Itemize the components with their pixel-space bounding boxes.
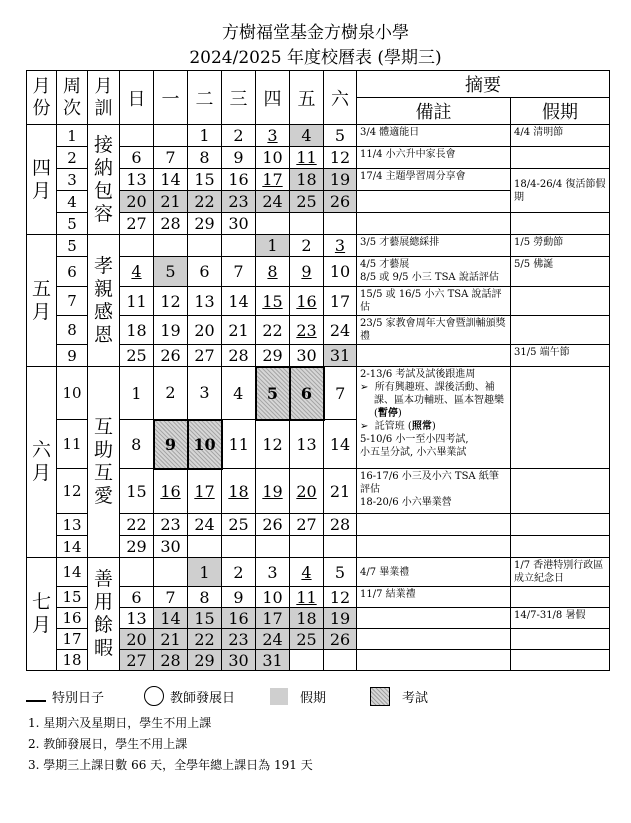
day-cell: 12	[256, 420, 290, 469]
day-cell: 4	[222, 367, 256, 420]
day-cell-special: 4	[120, 257, 154, 287]
day-cell: 30	[290, 345, 324, 367]
day-cell-special: 11	[290, 587, 324, 608]
header-tue: 二	[188, 71, 222, 125]
day-cell-exam: 5	[256, 367, 290, 420]
footnote: 1. 星期六及星期日，學生不用上課	[28, 716, 212, 730]
day-cell: 25	[120, 345, 154, 367]
footnotes	[28, 713, 313, 776]
day-cell-holiday: 25	[290, 191, 324, 213]
day-cell: 26	[256, 514, 290, 536]
week-number: 7	[57, 287, 88, 316]
day-cell-holiday: 18	[290, 169, 324, 191]
header-week: 周 次	[57, 71, 88, 125]
day-cell: 11	[222, 420, 256, 469]
remark-cell	[357, 629, 511, 650]
week-number: 17	[57, 629, 88, 650]
day-cell-special: 17	[188, 469, 222, 514]
day-cell	[222, 235, 256, 257]
day-cell: 27	[290, 514, 324, 536]
calendar-title: 2024/2025 年度校曆表 (學期三)	[189, 48, 442, 68]
day-cell: 3	[188, 367, 222, 420]
header-month: 月 份	[27, 71, 57, 125]
day-cell	[222, 536, 256, 558]
day-cell: 28	[154, 213, 188, 235]
header-motto: 月 訓	[88, 71, 120, 125]
day-cell-special: 20	[290, 469, 324, 514]
day-cell-holiday: 30	[222, 650, 256, 671]
week-number: 1	[57, 125, 88, 147]
day-cell-holiday: 22	[188, 629, 222, 650]
day-cell-holiday: 23	[222, 191, 256, 213]
day-cell-holiday: 31	[324, 345, 357, 367]
week-number: 18	[57, 650, 88, 671]
day-cell: 19	[154, 316, 188, 345]
remark-cell: 11/7 結業禮	[357, 587, 511, 608]
day-cell: 27	[188, 345, 222, 367]
day-cell: 8	[188, 587, 222, 608]
day-cell: 30	[154, 536, 188, 558]
day-cell	[290, 650, 324, 671]
day-cell	[120, 125, 154, 147]
day-cell: 25	[222, 514, 256, 536]
day-cell: 26	[154, 345, 188, 367]
week-number: 9	[57, 345, 88, 367]
day-cell: 2	[222, 125, 256, 147]
holiday-cell	[511, 514, 610, 536]
day-cell	[154, 125, 188, 147]
day-cell-holiday: 17	[256, 608, 290, 629]
header-holidays: 假期	[511, 98, 610, 125]
day-cell-special: 19	[256, 469, 290, 514]
legend-exam: 考試	[370, 684, 428, 708]
day-cell-special: 3	[256, 125, 290, 147]
week-number: 5	[57, 213, 88, 235]
day-cell-holiday: 22	[188, 191, 222, 213]
day-cell: 30	[222, 213, 256, 235]
day-cell-special: 15	[256, 287, 290, 316]
week-number: 13	[57, 514, 88, 536]
holiday-cell	[511, 650, 610, 671]
day-cell: 6	[188, 257, 222, 287]
holiday-cell	[511, 629, 610, 650]
holiday-cell: 4/4 清明節	[511, 125, 610, 147]
holiday-cell	[511, 287, 610, 316]
day-cell: 24	[324, 316, 357, 345]
day-cell: 23	[154, 514, 188, 536]
day-cell: 7	[154, 147, 188, 169]
day-cell-exam: 6	[290, 367, 324, 420]
day-cell: 20	[188, 316, 222, 345]
day-cell: 9	[222, 147, 256, 169]
day-cell-holiday: 24	[256, 629, 290, 650]
week-number: 12	[57, 469, 88, 514]
remark-line: 8/5 或 9/5 小三 TSA 說話評估	[360, 272, 499, 283]
holiday-cell	[511, 469, 610, 514]
remark-cell	[357, 514, 511, 536]
day-cell: 16	[222, 169, 256, 191]
remark-line: 16-17/6 小三及小六 TSA 紙筆評估	[360, 471, 499, 495]
week-number: 4	[57, 191, 88, 213]
day-cell-holiday: 27	[120, 650, 154, 671]
monthly-motto: 善 用 餘 暇	[88, 558, 120, 671]
day-cell-holiday: 18	[290, 608, 324, 629]
week-number: 2	[57, 147, 88, 169]
day-cell-holiday: 24	[256, 191, 290, 213]
day-cell: 8	[188, 147, 222, 169]
day-cell-holiday: 25	[290, 629, 324, 650]
remark-bullet: ➢ 所有興趣班、課後活動、補課、區本功輔班、區本智趣樂 (暫停)	[360, 382, 504, 419]
legend	[26, 684, 616, 708]
week-number: 11	[57, 420, 88, 469]
day-cell: 10	[324, 257, 357, 287]
holiday-cell	[511, 587, 610, 608]
day-cell: 11	[120, 287, 154, 316]
day-cell: 12	[154, 287, 188, 316]
day-cell: 12	[324, 587, 357, 608]
day-cell	[188, 235, 222, 257]
monthly-motto: 孝 親 感 恩	[88, 235, 120, 367]
header-sat: 六	[324, 71, 357, 125]
day-cell	[120, 235, 154, 257]
day-cell-holiday: 28	[154, 650, 188, 671]
day-cell-holiday: 21	[154, 191, 188, 213]
header-fri: 五	[290, 71, 324, 125]
remark-cell: 15/5 或 16/5 小六 TSA 說話評估	[357, 287, 511, 316]
day-cell-holiday: 4	[290, 125, 324, 147]
holiday-cell	[511, 213, 610, 235]
day-cell: 5	[324, 125, 357, 147]
day-cell	[154, 558, 188, 587]
day-cell: 27	[120, 213, 154, 235]
day-cell: 22	[120, 514, 154, 536]
footnote: 2. 教師發展日，學生不用上課	[28, 737, 188, 751]
day-cell: 28	[324, 514, 357, 536]
day-cell: 13	[120, 169, 154, 191]
day-cell: 2	[290, 235, 324, 257]
remark-cell	[357, 536, 511, 558]
day-cell-holiday: 19	[324, 608, 357, 629]
day-cell: 22	[256, 316, 290, 345]
week-number: 10	[57, 367, 88, 420]
remark-line: 5-10/6 小一至小四考試,	[360, 434, 469, 445]
day-cell-holiday: 5	[154, 257, 188, 287]
day-cell: 13	[290, 420, 324, 469]
day-cell: 1	[120, 367, 154, 420]
day-cell-special: 17	[256, 169, 290, 191]
school-name: 方樹福堂基金方樹泉小學	[222, 23, 409, 43]
remark-line: 4/5 才藝展	[360, 259, 410, 270]
month-label: 七 月	[27, 558, 57, 671]
remark-cell	[357, 345, 511, 367]
day-cell: 7	[324, 367, 357, 420]
day-cell: 14	[324, 420, 357, 469]
legend-holiday: 假期	[270, 684, 326, 708]
remark-cell	[357, 191, 511, 213]
holiday-cell: 31/5 端午節	[511, 345, 610, 367]
header-sun: 日	[120, 71, 154, 125]
day-cell-exam: 9	[154, 420, 188, 469]
day-cell-special: 18	[222, 469, 256, 514]
day-cell-special: 11	[290, 147, 324, 169]
remark-cell	[357, 650, 511, 671]
remark-cell: 11/4 小六升中家長會	[357, 147, 511, 169]
holiday-cell: 1/7 香港特別行政區成立紀念日	[511, 558, 610, 587]
day-cell: 12	[324, 147, 357, 169]
day-cell: 7	[154, 587, 188, 608]
circle-swatch	[144, 686, 164, 706]
day-cell-holiday: 21	[154, 629, 188, 650]
day-cell: 2	[154, 367, 188, 420]
month-label: 四 月	[27, 125, 57, 235]
day-cell	[120, 558, 154, 587]
footnote: 3. 學期三上課日數 66 天，全學年總上課日為 191 天	[28, 758, 313, 772]
monthly-motto: 互 助 互 愛	[88, 367, 120, 558]
day-cell: 3	[256, 558, 290, 587]
remark-cell: 3/4 體適能日	[357, 125, 511, 147]
remark-cell: 17/4 主題學習周分享會	[357, 169, 511, 191]
remark-cell: 4/7 畢業禮	[357, 558, 511, 587]
remark-cell	[357, 367, 511, 469]
holiday-cell	[511, 536, 610, 558]
day-cell-holiday: 26	[324, 191, 357, 213]
day-cell: 15	[188, 169, 222, 191]
day-cell: 6	[120, 147, 154, 169]
monthly-motto: 接 納 包 容	[88, 125, 120, 235]
day-cell: 6	[120, 587, 154, 608]
header-summary: 摘要	[357, 71, 610, 98]
header-mon: 一	[154, 71, 188, 125]
holiday-cell: 5/5 佛誕	[511, 257, 610, 287]
day-cell-special: 16	[154, 469, 188, 514]
remark-bullet: ➢ 託管班 (照常)	[360, 421, 436, 432]
day-cell	[290, 213, 324, 235]
day-cell-holiday: 16	[222, 608, 256, 629]
hatch-swatch	[370, 687, 390, 706]
day-cell: 29	[256, 345, 290, 367]
day-cell: 7	[222, 257, 256, 287]
week-number: 6	[57, 257, 88, 287]
remark-cell: 3/5 才藝展總綵排	[357, 235, 511, 257]
day-cell-exam: 10	[188, 420, 222, 469]
day-cell: 17	[324, 287, 357, 316]
day-cell: 5	[324, 558, 357, 587]
day-cell-special: 8	[256, 257, 290, 287]
day-cell: 15	[120, 469, 154, 514]
day-cell: 28	[222, 345, 256, 367]
day-cell-holiday: 15	[188, 608, 222, 629]
day-cell: 10	[256, 147, 290, 169]
day-cell: 21	[222, 316, 256, 345]
day-cell: 9	[222, 587, 256, 608]
grey-swatch	[270, 688, 288, 705]
day-cell-special: 4	[290, 558, 324, 587]
holiday-cell	[511, 316, 610, 345]
day-cell: 10	[256, 587, 290, 608]
week-number: 16	[57, 608, 88, 629]
day-cell: 29	[120, 536, 154, 558]
day-cell-holiday: 26	[324, 629, 357, 650]
day-cell	[290, 536, 324, 558]
day-cell: 14	[222, 287, 256, 316]
week-number: 8	[57, 316, 88, 345]
day-cell-special: 3	[324, 235, 357, 257]
day-cell-holiday: 23	[222, 629, 256, 650]
day-cell-special: 23	[290, 316, 324, 345]
week-number: 14	[57, 536, 88, 558]
holiday-cell: 1/5 勞動節	[511, 235, 610, 257]
day-cell-holiday: 31	[256, 650, 290, 671]
day-cell	[188, 536, 222, 558]
day-cell: 8	[120, 420, 154, 469]
remark-line: 18-20/6 小六畢業營	[360, 497, 452, 508]
header-thu: 四	[256, 71, 290, 125]
day-cell-holiday: 1	[188, 558, 222, 587]
day-cell: 21	[324, 469, 357, 514]
day-cell-holiday: 14	[154, 608, 188, 629]
week-number: 14	[57, 558, 88, 587]
day-cell: 13	[120, 608, 154, 629]
school-calendar-table	[26, 70, 610, 671]
day-cell: 2	[222, 558, 256, 587]
remark-cell	[357, 257, 511, 287]
month-label: 五 月	[27, 235, 57, 367]
day-cell-holiday: 29	[188, 650, 222, 671]
day-cell	[154, 235, 188, 257]
underline-swatch	[26, 690, 46, 702]
day-cell: 1	[188, 125, 222, 147]
holiday-cell: 14/7-31/8 暑假	[511, 608, 610, 629]
legend-special-day: 特別日子	[26, 684, 104, 708]
day-cell	[324, 650, 357, 671]
remark-line: 小五呈分試, 小六畢業試	[360, 447, 467, 458]
holiday-cell	[511, 367, 610, 469]
day-cell	[256, 536, 290, 558]
day-cell: 13	[188, 287, 222, 316]
day-cell	[256, 213, 290, 235]
holiday-cell	[511, 147, 610, 169]
day-cell: 24	[188, 514, 222, 536]
month-label: 六 月	[27, 367, 57, 558]
day-cell-holiday: 20	[120, 629, 154, 650]
week-number: 3	[57, 169, 88, 191]
week-number: 15	[57, 587, 88, 608]
day-cell-special: 16	[290, 287, 324, 316]
header-remarks: 備註	[357, 98, 511, 125]
day-cell: 18	[120, 316, 154, 345]
holiday-cell: 18/4-26/4 復活節假期	[511, 169, 610, 213]
day-cell: 29	[188, 213, 222, 235]
remark-cell	[357, 469, 511, 514]
day-cell: 14	[154, 169, 188, 191]
remark-cell	[357, 213, 511, 235]
week-number: 5	[57, 235, 88, 257]
day-cell-holiday: 19	[324, 169, 357, 191]
day-cell	[324, 213, 357, 235]
remark-cell	[357, 608, 511, 629]
remark-line: 2-13/6 考試及試後跟進周	[360, 369, 476, 380]
legend-staff-day: 教師發展日	[144, 684, 235, 708]
remark-cell: 23/5 家教會周年大會暨訓輔頒獎禮	[357, 316, 511, 345]
day-cell	[324, 536, 357, 558]
day-cell-holiday: 20	[120, 191, 154, 213]
day-cell-special: 9	[290, 257, 324, 287]
header-wed: 三	[222, 71, 256, 125]
day-cell-holiday: 1	[256, 235, 290, 257]
